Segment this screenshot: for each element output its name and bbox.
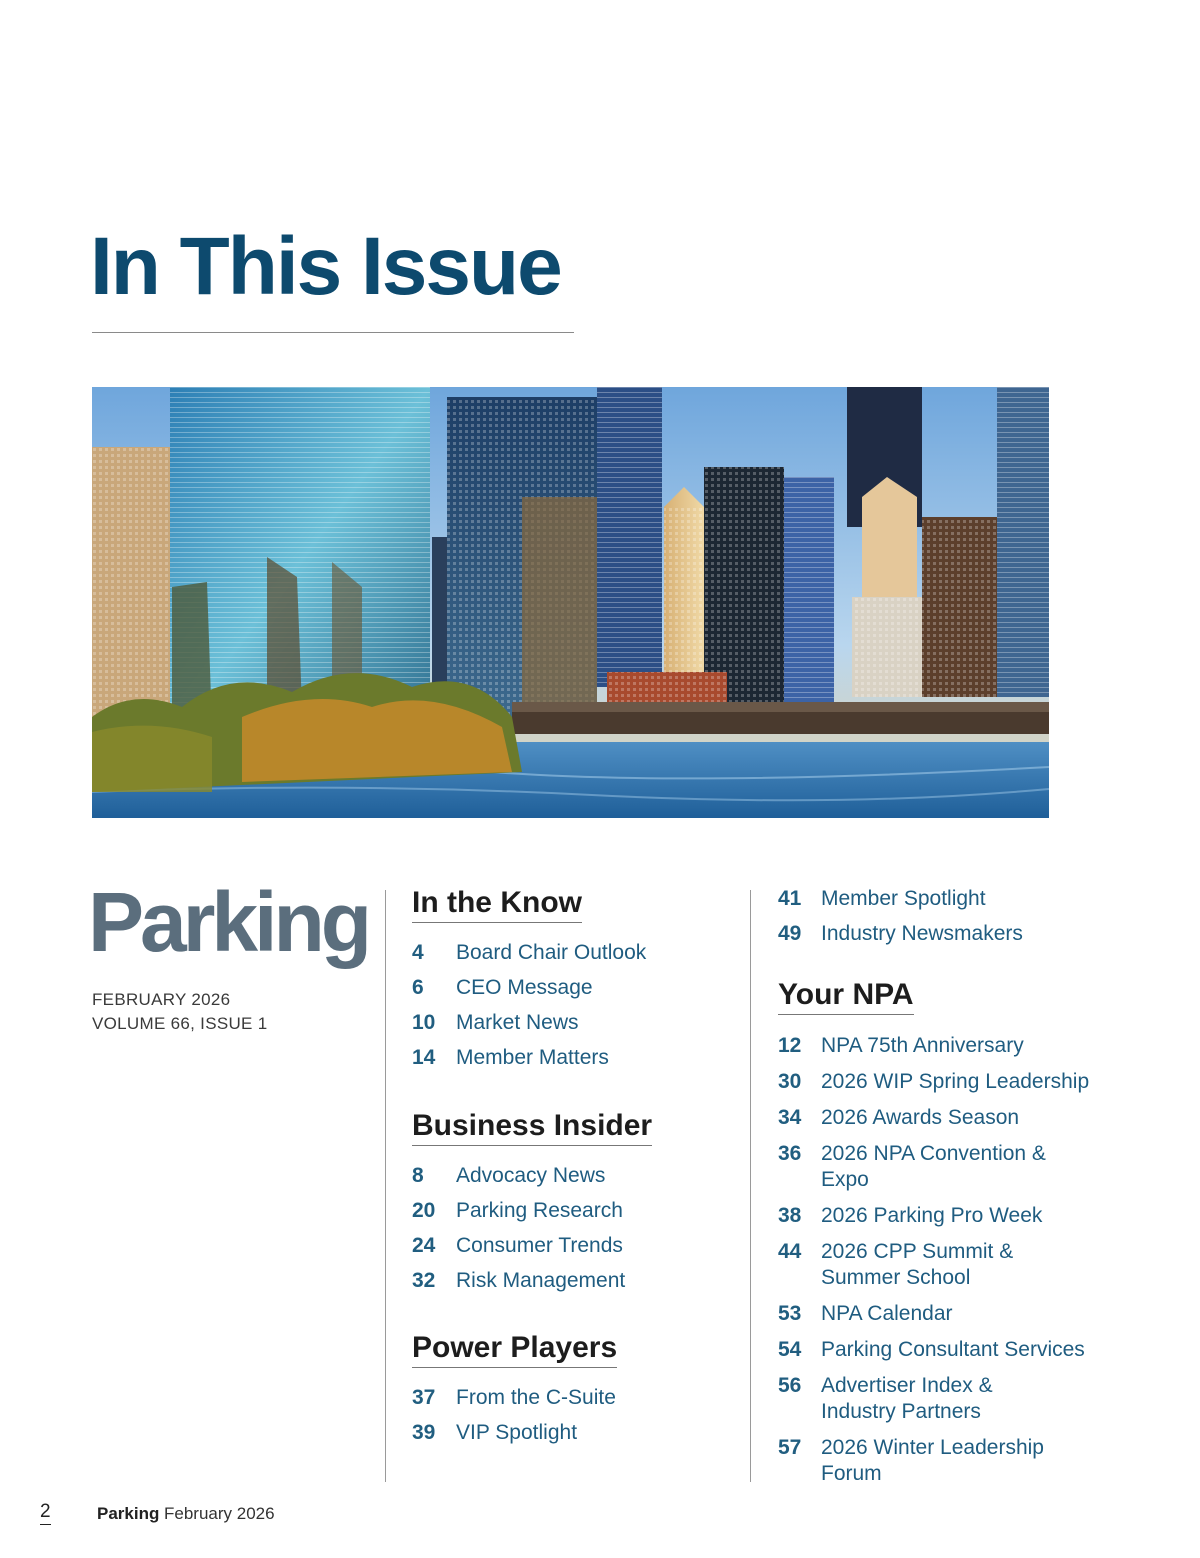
issue-volume: VOLUME 66, ISSUE 1 bbox=[92, 1014, 268, 1033]
page-title: In This Issue bbox=[90, 221, 561, 312]
column-divider bbox=[750, 890, 751, 1482]
toc-page-number: 54 bbox=[778, 1338, 802, 1361]
issue-info bbox=[92, 988, 267, 1036]
toc-title: Board Chair Outlook bbox=[456, 941, 647, 964]
toc-list bbox=[778, 886, 1138, 947]
toc-title: Market News bbox=[456, 1011, 579, 1034]
toc-item[interactable] bbox=[778, 1105, 1123, 1131]
toc-page-number: 56 bbox=[778, 1374, 802, 1397]
toc-item[interactable] bbox=[412, 1233, 652, 1259]
toc-title: Industry Newsmakers bbox=[821, 922, 1023, 945]
toc-title: NPA Calendar bbox=[821, 1302, 953, 1325]
toc-title: Parking Consultant Services bbox=[821, 1338, 1085, 1361]
column-divider bbox=[385, 890, 386, 1482]
toc-page-number: 6 bbox=[412, 976, 424, 999]
toc-page-number: 14 bbox=[412, 1046, 436, 1069]
magazine-masthead: Parking bbox=[88, 875, 369, 969]
toc-page-number: 24 bbox=[412, 1234, 436, 1257]
toc-title: Risk Management bbox=[456, 1269, 626, 1292]
toc-page-number: 39 bbox=[412, 1421, 436, 1444]
toc-list bbox=[412, 940, 646, 1071]
section-your-npa bbox=[778, 980, 1138, 1487]
section-heading: Business Insider bbox=[412, 1111, 652, 1146]
toc-item[interactable] bbox=[778, 1337, 1123, 1363]
toc-item[interactable] bbox=[778, 1141, 1078, 1193]
toc-page-number: 32 bbox=[412, 1269, 436, 1292]
toc-item[interactable] bbox=[412, 975, 646, 1001]
toc-item[interactable] bbox=[412, 1163, 652, 1189]
toc-page-number: 36 bbox=[778, 1142, 802, 1165]
toc-list bbox=[412, 1385, 617, 1446]
toc-page-number: 37 bbox=[412, 1386, 436, 1409]
toc-page-number: 57 bbox=[778, 1436, 802, 1459]
toc-page-number: 10 bbox=[412, 1011, 436, 1034]
toc-item[interactable] bbox=[778, 1435, 1078, 1487]
toc-page-number: 49 bbox=[778, 922, 802, 945]
toc-item[interactable] bbox=[412, 1010, 646, 1036]
toc-item[interactable] bbox=[778, 1301, 1123, 1327]
section-in-the-know bbox=[412, 888, 646, 1071]
toc-page-number: 41 bbox=[778, 887, 802, 910]
issue-date: FEBRUARY 2026 bbox=[92, 990, 231, 1009]
toc-item[interactable] bbox=[778, 1033, 1123, 1059]
toc-title: From the C-Suite bbox=[456, 1386, 616, 1409]
toc-item[interactable] bbox=[412, 940, 646, 966]
toc-page-number: 38 bbox=[778, 1204, 802, 1227]
section-business-insider bbox=[412, 1111, 652, 1294]
toc-page-number: 30 bbox=[778, 1070, 802, 1093]
toc-title: 2026 CPP Summit & Summer School bbox=[821, 1240, 1014, 1289]
toc-title: 2026 Awards Season bbox=[821, 1106, 1020, 1129]
toc-page-number: 34 bbox=[778, 1106, 802, 1129]
toc-page-number: 12 bbox=[778, 1034, 802, 1057]
title-divider bbox=[92, 332, 574, 333]
toc-page-number: 20 bbox=[412, 1199, 436, 1222]
toc-title: Parking Research bbox=[456, 1199, 623, 1222]
toc-list bbox=[412, 1163, 652, 1294]
toc-item[interactable] bbox=[778, 1203, 1123, 1229]
toc-item[interactable] bbox=[778, 921, 1138, 947]
toc-title: 2026 Winter Leadership Forum bbox=[821, 1436, 1044, 1485]
toc-page-number: 4 bbox=[412, 941, 424, 964]
toc-item[interactable] bbox=[412, 1420, 617, 1446]
toc-item[interactable] bbox=[778, 1069, 1123, 1095]
toc-title: 2026 NPA Convention & Expo bbox=[821, 1142, 1046, 1191]
city-skyline-photo-icon bbox=[92, 387, 1049, 818]
toc-title: 2026 WIP Spring Leadership bbox=[821, 1070, 1090, 1093]
toc-item[interactable] bbox=[412, 1385, 617, 1411]
toc-item[interactable] bbox=[778, 1373, 1028, 1425]
section-heading: In the Know bbox=[412, 888, 582, 923]
toc-title: CEO Message bbox=[456, 976, 593, 999]
toc-title: Advocacy News bbox=[456, 1164, 606, 1187]
toc-page-number: 53 bbox=[778, 1302, 802, 1325]
toc-title: NPA 75th Anniversary bbox=[821, 1034, 1024, 1057]
toc-page-number: 8 bbox=[412, 1164, 424, 1187]
toc-title: VIP Spotlight bbox=[456, 1421, 578, 1444]
toc-page-number: 44 bbox=[778, 1240, 802, 1263]
toc-title: Advertiser Index & Industry Partners bbox=[821, 1374, 993, 1423]
toc-item[interactable] bbox=[778, 886, 1138, 912]
toc-title: Consumer Trends bbox=[456, 1234, 623, 1257]
section-heading: Power Players bbox=[412, 1333, 617, 1368]
toc-item[interactable] bbox=[412, 1268, 652, 1294]
section-heading: Your NPA bbox=[778, 980, 914, 1015]
toc-title: 2026 Parking Pro Week bbox=[821, 1204, 1043, 1227]
section-continued bbox=[778, 886, 1138, 947]
footer-date: February 2026 bbox=[164, 1504, 275, 1523]
toc-title: Member Spotlight bbox=[821, 887, 986, 910]
hero-image bbox=[92, 387, 1049, 818]
toc-item[interactable] bbox=[412, 1198, 652, 1224]
toc-title: Member Matters bbox=[456, 1046, 609, 1069]
toc-list bbox=[778, 1033, 1123, 1487]
toc-item[interactable] bbox=[778, 1239, 1048, 1291]
footer-brand: Parking bbox=[97, 1504, 160, 1523]
section-power-players bbox=[412, 1333, 617, 1446]
toc-item[interactable] bbox=[412, 1045, 646, 1071]
page-number: 2 bbox=[40, 1502, 51, 1525]
